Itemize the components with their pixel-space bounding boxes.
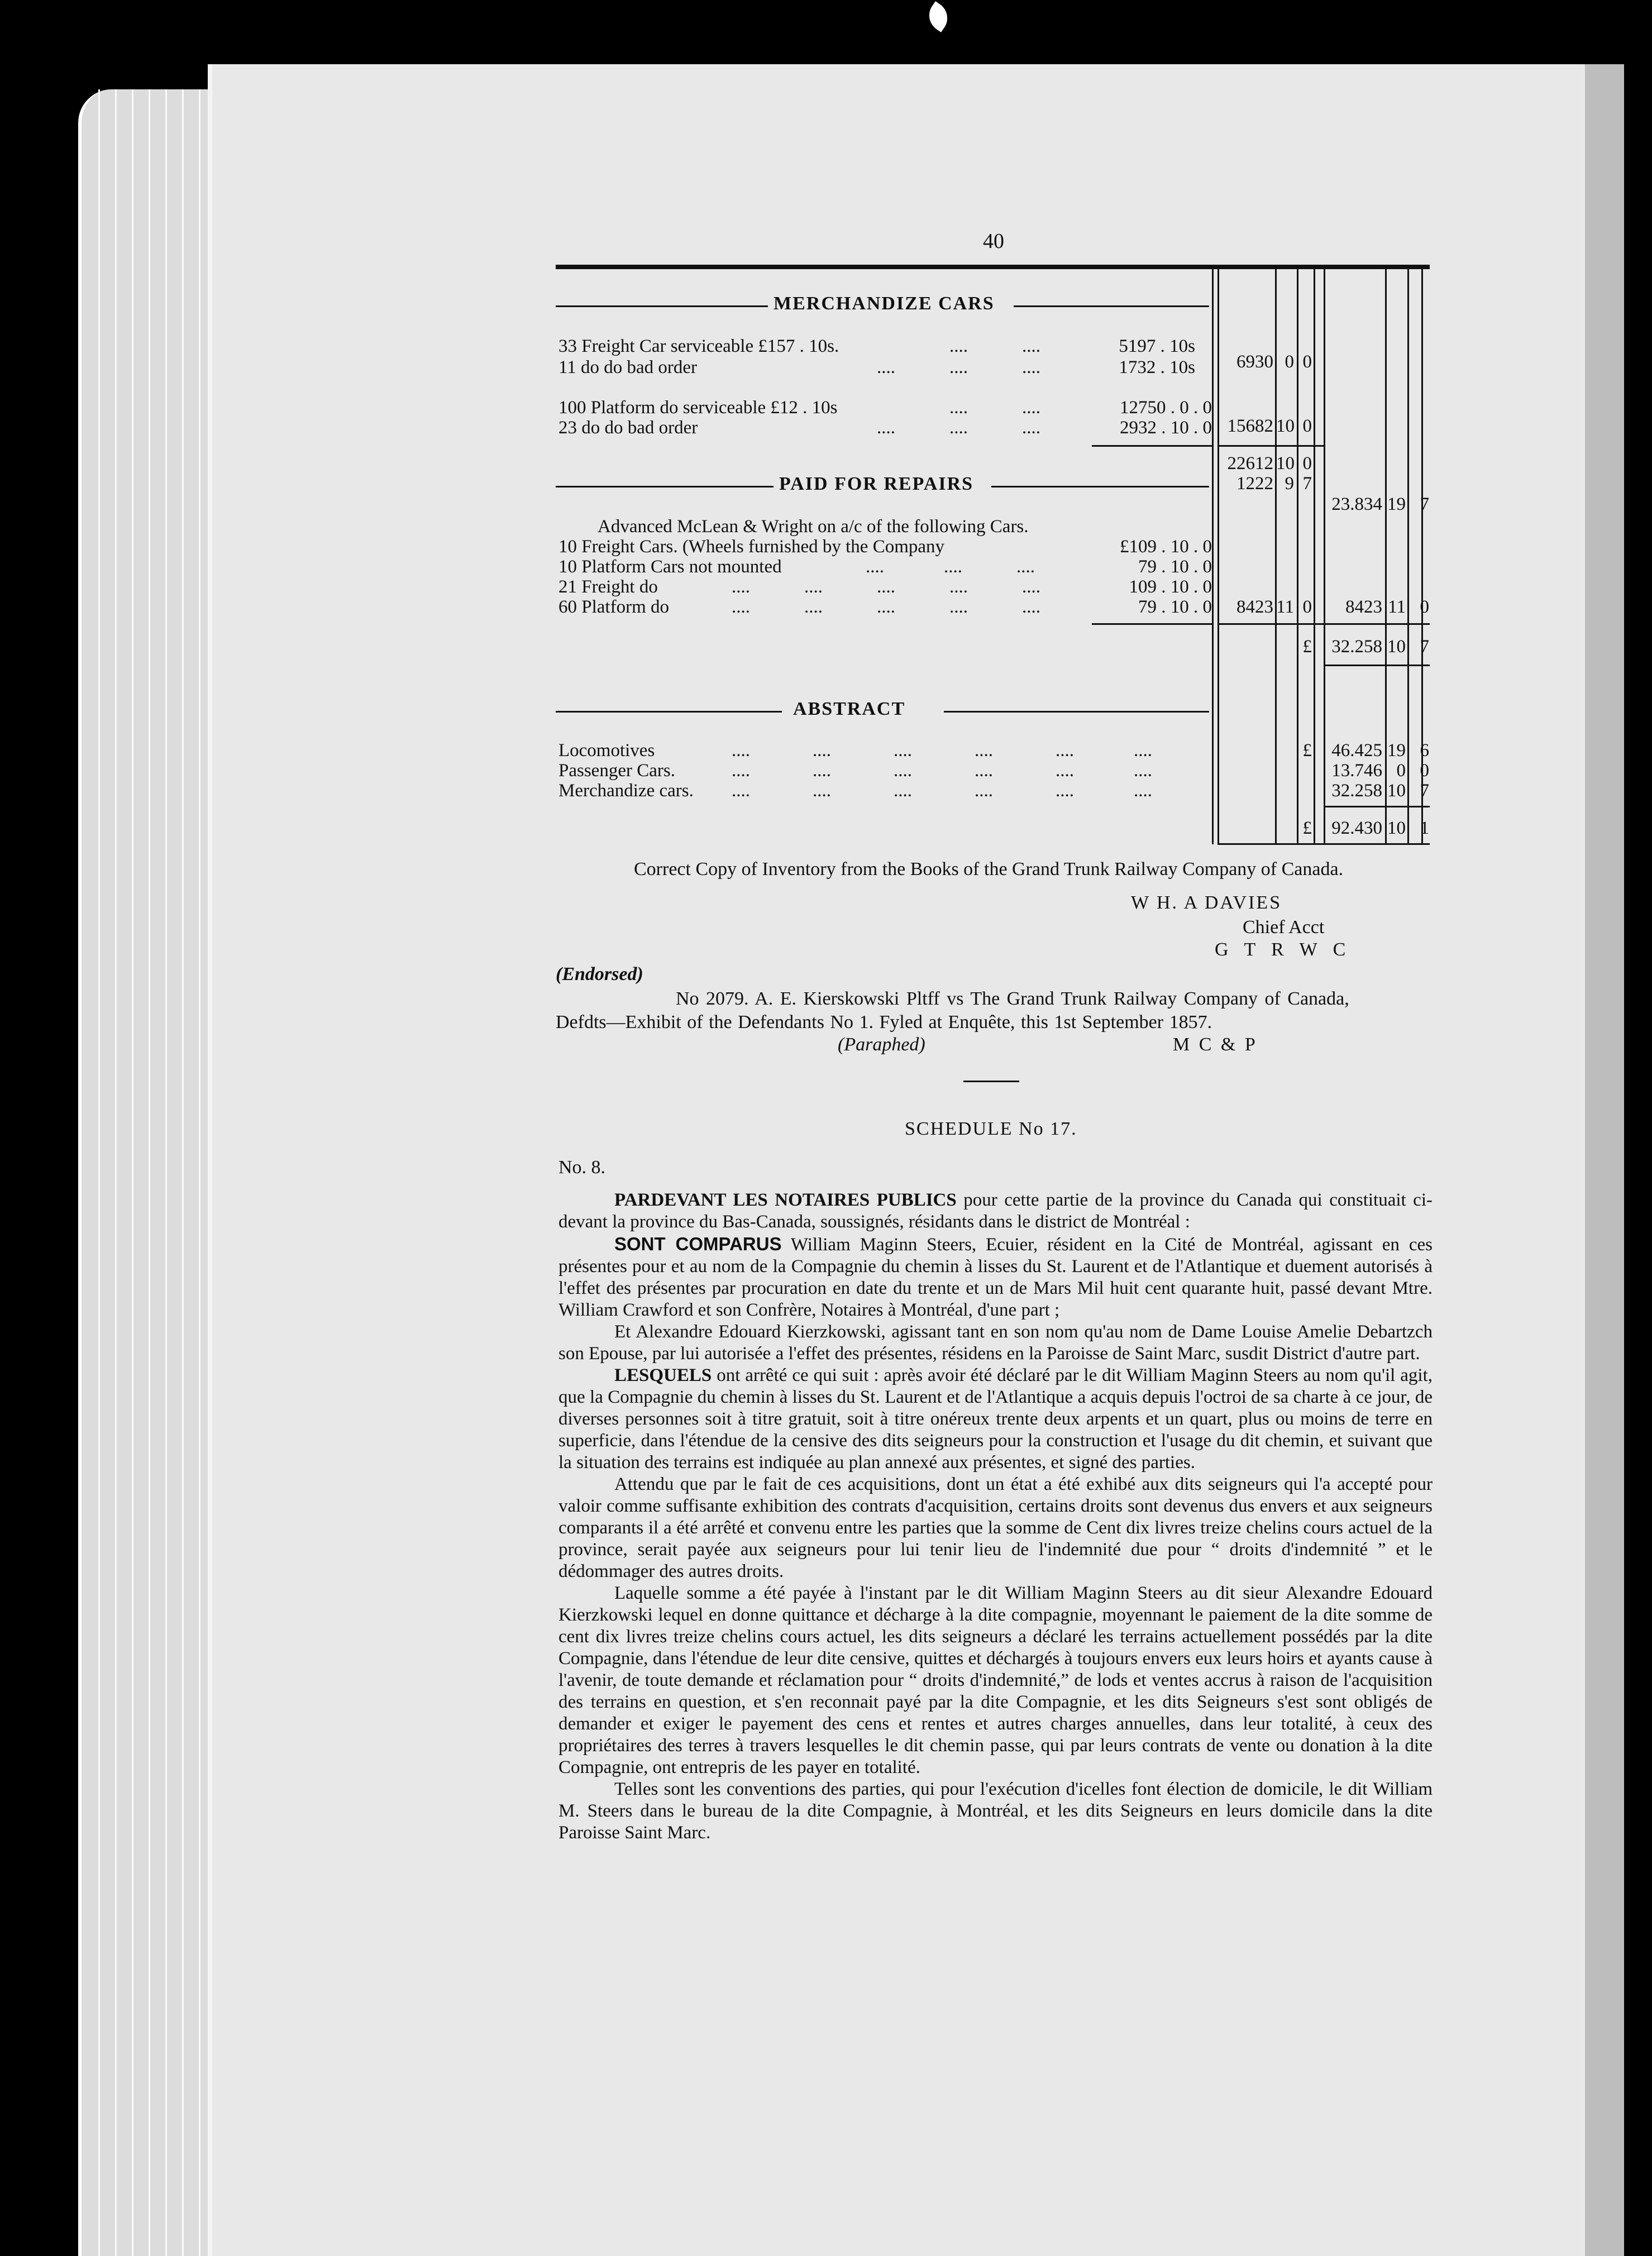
sum-rule <box>1217 623 1430 625</box>
leader-dots: .... <box>813 740 831 761</box>
sum-rule <box>1324 665 1430 666</box>
merch-amount: 1732 . 10s <box>1119 357 1195 377</box>
repairs-amount: £109 . 10 . 0 <box>1120 537 1212 557</box>
leader-dots: .... <box>804 577 823 597</box>
pound-sign: £ <box>1302 818 1312 838</box>
subtotal-pounds: 1222 <box>1236 474 1273 494</box>
merchandize-grand-total: 32.258 <box>1331 637 1382 657</box>
merch-row: 33 Freight Car serviceable £157 . 10s. <box>558 336 839 356</box>
heading-rule <box>944 711 1209 713</box>
total-pence: 7 <box>1420 637 1429 657</box>
subtotal-pounds: 15682 <box>1227 416 1273 436</box>
subtotal-shillings: 10 <box>1276 453 1295 474</box>
abstract-grand-total: 92.430 <box>1331 818 1382 838</box>
paragraph-lead: PARDEVANT LES NOTAIRES PUBLICS <box>614 1190 957 1210</box>
total-shillings: 19 <box>1387 494 1406 514</box>
paragraph-text: William Maginn Steers, Ecuier, résident en la Cité de Montréal, agissant en ces présentes pour et au nom de la Compagnie du chemin à lisses du St. Laurent et de l'Atlantique et duement autorisés à l'effet des présentes par procuration en date du trente et un de Mars Mil huit cent quarante huit, passé devant Mtre. William Crawford et son Confrère, Notaires à Montréal, d'une part ; <box>558 1235 1433 1320</box>
leader-dots: .... <box>1056 761 1074 781</box>
merch-amount: 2932 . 10 . 0 <box>1120 418 1212 438</box>
endorsed-label: (Endorsed) <box>556 964 643 984</box>
abstract-heading: ABSTRACT <box>793 699 906 719</box>
leader-dots: .... <box>894 781 912 801</box>
leader-dots: .... <box>975 740 993 761</box>
repairs-row: 21 Freight do <box>558 577 658 597</box>
leader-dots: .... <box>804 597 823 617</box>
mcp-initials: M C & P <box>1173 1034 1258 1055</box>
separator <box>963 1081 1019 1082</box>
heading-rule <box>556 711 782 713</box>
notarial-act <box>558 1189 1433 1844</box>
leader-dots: .... <box>949 398 968 418</box>
pound-sign: £ <box>1302 740 1312 761</box>
pound-sign: £ <box>1302 637 1312 657</box>
subtotal-pence: 0 <box>1302 352 1312 372</box>
paragraph-text: Et Alexandre Edouard Kierzkowski, agissant tant en son nom qu'au nom de Dame Louise Amelie Debartzch son Epouse, par lui autorisée a l'effet des présentes, résidens en la Paroisse de Saint Marc, susdit District d'autre part. <box>558 1322 1433 1364</box>
leader-dots: .... <box>975 781 993 801</box>
leader-dots: .... <box>1134 761 1152 781</box>
paragraph <box>558 1321 1433 1365</box>
merch-row: 100 Platform do serviceable £12 . 10s <box>558 398 838 418</box>
subtotal-shillings: 10 <box>1276 416 1295 436</box>
paragraph <box>558 1474 1433 1583</box>
abstract-pounds: 13.746 <box>1331 761 1382 781</box>
paragraph-text: Telles sont les conventions des parties, qui pour l'exécution d'icelles font élection de domicile, le dit William M. Steers dans le bureau de la dite Compagnie, à Montréal, et les dits Seigneurs en leurs domicile dans la dite Paroisse Saint Marc. <box>558 1779 1433 1843</box>
abstract-label: Locomotives <box>558 740 655 761</box>
leader-dots: .... <box>949 336 968 356</box>
heading-rule <box>556 486 774 487</box>
leader-dots: .... <box>1022 336 1040 356</box>
paragraph-text: pour cette partie de la province du Canada qui constituait ci-devant la province du Bas-Canada, soussignés, résidants dans le district de Montréal : <box>558 1190 1433 1232</box>
endorsement-line: Defdts—Exhibit of the Defendants No 1. Fyled at Enquête, this 1st September 1857. <box>556 1012 1212 1033</box>
subtotal-pence: 0 <box>1302 597 1312 617</box>
sum-rule <box>1217 445 1324 447</box>
repairs-row: 10 Freight Cars. (Wheels furnished by the Company <box>558 537 945 557</box>
leader-dots: .... <box>1016 557 1035 577</box>
paragraph-text: ont arrêté ce qui suit : après avoir été déclaré par le dit William Maginn Steers au nom qu'il agit, que la Compagnie du chemin à lisses du St. Laurent et de l'Atlantique a acquis depuis l'octroi de sa charte à ce jour, de diverses personnes soit à titre gratuit, soit à titre onéreux trente deux arpents et un quart, plus ou moins de terre en superficie, dans l'étendue de la censive des dits seigneurs pour la construction et l'usage du dit chemin, et suivant que la situation des terrains est indiquée au plan annexé aux présentes, et signé des parties. <box>558 1365 1433 1473</box>
column-rule <box>1314 269 1315 844</box>
leader-dots: .... <box>732 761 750 781</box>
abstract-shillings: 19 <box>1387 740 1406 761</box>
leader-dots: .... <box>894 761 912 781</box>
leader-dots: .... <box>877 357 895 377</box>
leader-dots: .... <box>1022 418 1040 438</box>
signature-name: W H. A DAVIES <box>1131 892 1282 913</box>
abstract-shillings: 10 <box>1387 781 1406 801</box>
total-pence: 1 <box>1420 818 1429 838</box>
leader-dots: .... <box>1022 357 1040 377</box>
leader-dots: .... <box>732 740 750 761</box>
sum-rule <box>1092 445 1212 447</box>
merchandize-total-pounds: 23.834 <box>1331 494 1382 514</box>
leader-dots: .... <box>894 740 912 761</box>
signature-title: Chief Acct <box>1243 917 1325 938</box>
leader-dots: .... <box>866 557 884 577</box>
paragraph-lead: SONT COMPARUS <box>614 1234 782 1254</box>
column-rule <box>1212 269 1214 844</box>
leader-dots: .... <box>1022 398 1040 418</box>
paragraph-text: Laquelle somme a été payée à l'instant par le dit William Maginn Steers au dit sieur Alexandre Edouard Kierzkowski lequel en donne quittance et décharge à la dite compagnie, moyennant le paiement de la dite somme de cent dix livres treize chelins cours actuel, les dits seigneurs a déclaré les terrains actuellement possédés par la dite Compagnie, dans l'étendue de leur dite censive, quittes et déchargés à toujours envers eux leurs hoirs et ayants cause à l'avenir, de toute demande et réclamation pour “ droits d'indemnité,” de lods et ventes accrus à raison de l'acquisition des terrains en question, et s'en reconnait payé par la dite Compagnie, et les dits Seigneurs s'est sont obligés de demander et exiger le payement des cens et rentes et autres charges annuelles, dans leur totalité, à ceux des propriétaires des terres à travers lesquelles le dit chemin passe, qui par leurs contrats de vente ou donation à la dite Compagnie, ont entrepris de les payer en totalité. <box>558 1583 1433 1777</box>
total-pence: 0 <box>1420 597 1429 617</box>
repairs-amount: 79 . 10 . 0 <box>1138 597 1212 617</box>
repairs-row: 10 Platform Cars not mounted <box>558 557 782 577</box>
leader-dots: .... <box>1022 577 1040 597</box>
leader-dots: .... <box>1022 597 1040 617</box>
merch-row: 23 do do bad order <box>558 418 698 438</box>
certification: Correct Copy of Inventory from the Books of the Grand Trunk Railway Company of Canada. <box>634 859 1344 880</box>
leader-dots: .... <box>1056 740 1074 761</box>
total-shillings: 10 <box>1387 637 1406 657</box>
subtotal-shillings: 9 <box>1285 474 1294 494</box>
paragraph <box>558 1365 1433 1474</box>
paragraph-lead: LESQUELS <box>614 1365 712 1385</box>
leader-dots: .... <box>813 781 831 801</box>
page <box>212 64 1585 2256</box>
abstract-pence: 6 <box>1420 740 1429 761</box>
subtotal-pence: 0 <box>1302 416 1312 436</box>
leader-dots: .... <box>813 761 831 781</box>
schedule-title: SCHEDULE No 17. <box>905 1119 1077 1139</box>
leader-dots: .... <box>732 577 750 597</box>
abstract-pence: 7 <box>1420 781 1429 801</box>
leader-dots: .... <box>877 418 895 438</box>
paragraph <box>558 1583 1433 1779</box>
page-shadow <box>1585 64 1624 2256</box>
leader-dots: .... <box>949 357 968 377</box>
total-pounds: 8423 <box>1345 597 1382 617</box>
repairs-amount: 109 . 10 . 0 <box>1129 577 1212 597</box>
subtotal-pence: 0 <box>1302 453 1312 474</box>
leader-dots: .... <box>877 597 895 617</box>
subtotal-shillings: 0 <box>1285 352 1294 372</box>
subtotal-pence: 7 <box>1302 474 1312 494</box>
abstract-pence: 0 <box>1420 761 1429 781</box>
total-shillings: 11 <box>1388 597 1406 617</box>
repairs-heading: PAID FOR REPAIRS <box>779 474 974 494</box>
heading-rule <box>556 305 768 307</box>
leader-dots: .... <box>975 761 993 781</box>
leader-dots: .... <box>877 577 895 597</box>
repairs-amount: 79 . 10 . 0 <box>1138 557 1212 577</box>
abstract-shillings: 0 <box>1396 761 1406 781</box>
merchandize-heading: MERCHANDIZE CARS <box>774 293 995 314</box>
document-number: No. 8. <box>558 1157 606 1178</box>
abstract-pounds: 32.258 <box>1331 781 1382 801</box>
merch-amount: 5197 . 10s <box>1119 336 1195 356</box>
repairs-intro: Advanced McLean & Wright on a/c of the following Cars. <box>598 517 1029 537</box>
sum-rule <box>1092 623 1212 625</box>
leader-dots: .... <box>1134 740 1152 761</box>
paragraph <box>558 1189 1433 1233</box>
paragraph <box>558 1233 1433 1321</box>
subtotal-shillings: 11 <box>1276 597 1294 617</box>
repairs-row: 60 Platform do <box>558 597 669 617</box>
total-pence: 7 <box>1420 494 1429 514</box>
scan-artifact <box>923 1 954 32</box>
leader-dots: .... <box>732 597 750 617</box>
endorsement-line: No 2079. A. E. Kierskowski Pltff vs The Grand Trunk Railway Company of Canada, <box>676 988 1349 1009</box>
abstract-pounds: 46.425 <box>1331 740 1382 761</box>
paragraph-text: Attendu que par le fait de ces acquisitions, dont un état a été exhibé aux dits seigneurs qui l'a accepté pour valoir comme suffisante exhibition des contrats d'acquisition, certains droits sont devenus dus envers et aux seigneurs comparants il a été arrêté et convenu entre les parties que la somme de Cent dix livres treize chelins cours actuel de la province, serait payée aux seigneurs pour lui tenir lieu de l'indemnité due pour “ droits d'indemnité ” et le dédommager des autres droits. <box>558 1474 1433 1581</box>
paraphed-label: (Paraphed) <box>838 1034 925 1055</box>
paragraph <box>558 1779 1433 1844</box>
merch-row: 11 do do bad order <box>558 357 698 377</box>
page-number: 40 <box>983 230 1004 253</box>
leader-dots: .... <box>732 781 750 801</box>
leader-dots: .... <box>949 577 968 597</box>
column-rule <box>1324 269 1325 844</box>
subtotal-pounds: 8423 <box>1236 597 1273 617</box>
leader-dots: .... <box>1056 781 1074 801</box>
leader-dots: .... <box>944 557 962 577</box>
leader-dots: .... <box>949 597 968 617</box>
heading-rule <box>1014 305 1209 307</box>
subtotal-pounds: 6930 <box>1236 352 1273 372</box>
leader-dots: .... <box>949 418 968 438</box>
merch-amount: 12750 . 0 . 0 <box>1120 398 1212 418</box>
heading-rule <box>991 486 1209 487</box>
total-shillings: 10 <box>1387 818 1406 838</box>
leader-dots: .... <box>1134 781 1152 801</box>
abstract-label: Merchandize cars. <box>558 781 694 801</box>
signature-org: G T R W C <box>1215 939 1352 960</box>
top-rule <box>556 265 1430 269</box>
abstract-label: Passenger Cars. <box>558 761 675 781</box>
bottom-rule <box>1217 843 1430 845</box>
sum-rule <box>1324 806 1430 807</box>
subtotal-pounds: 22612 <box>1227 453 1273 474</box>
